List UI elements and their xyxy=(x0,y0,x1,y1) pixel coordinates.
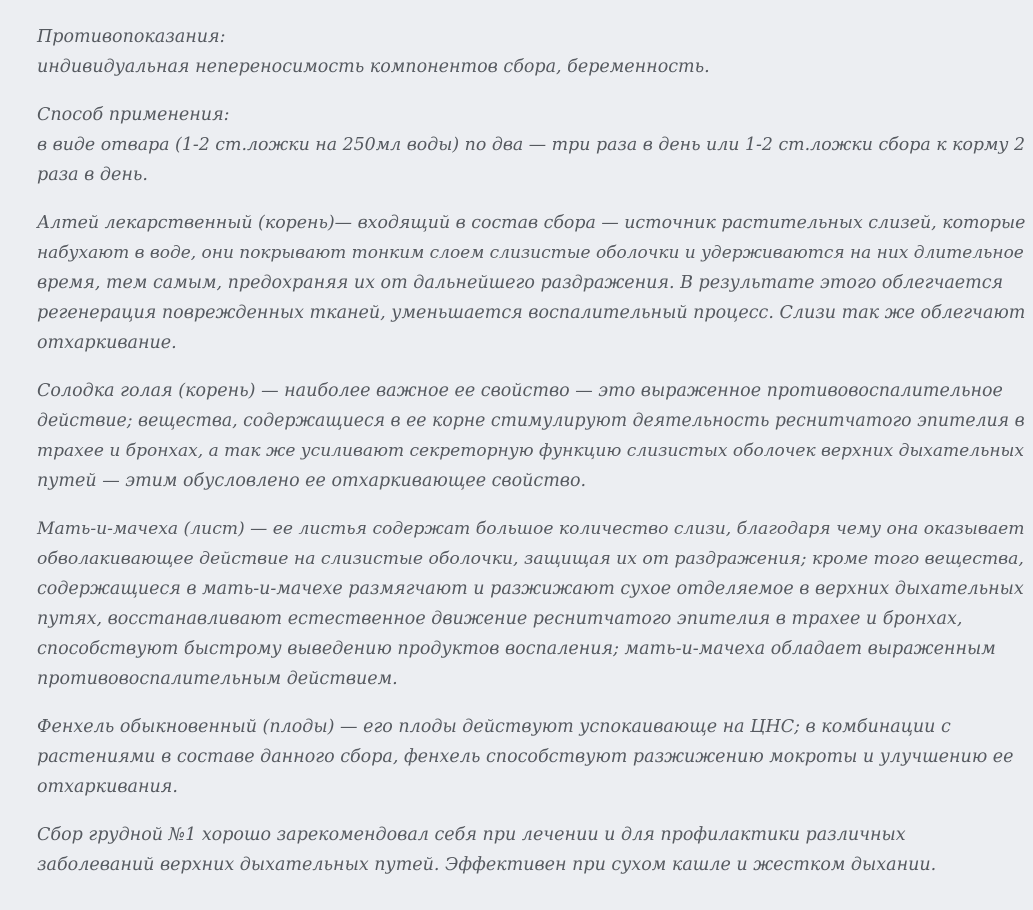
text-line: противовоспалительным действием. xyxy=(37,669,398,689)
text-line: заболеваний верхних дыхательных путей. Эффективен при сухом кашле и жестком дыхании. xyxy=(37,855,937,875)
text-line: регенерация поврежденных тканей, уменьшается воспалительный процесс. Слизи так же облегчают xyxy=(37,303,1026,323)
text-line: содержащиеся в мать-и-мачехе размягчают и разжижают сухое отделяемое в верхних дыхательных xyxy=(37,579,1024,599)
text-line: Мать-и-мачеха (лист) — ее листья содержат большое количество слизи, благодаря чему она оказывает xyxy=(37,519,1025,539)
text-line: раза в день. xyxy=(37,165,148,185)
paragraph-summary xyxy=(37,820,997,880)
text-line: Способ применения: xyxy=(37,105,230,125)
text-line: в виде отвара (1-2 ст.ложки на 250мл воды) по два — три раза в день или 1-2 ст.ложки сбора к корму 2 xyxy=(37,135,1026,155)
paragraph-fennel xyxy=(37,712,1014,802)
paragraph-althaea xyxy=(37,208,1026,358)
text-line: отхаркивание. xyxy=(37,333,177,353)
text-line: путей — этим обусловлено ее отхаркивающее свойство. xyxy=(37,471,587,491)
paragraph-coltsfoot xyxy=(37,514,1025,694)
text-line: Солодка голая (корень) — наиболее важное ее свойство — это выраженное противовоспалительное xyxy=(37,381,1003,401)
article-body xyxy=(37,22,1026,898)
text-line: растениями в составе данного сбора, фенхель способствуют разжижению мокроты и улучшению ее xyxy=(37,747,1014,767)
text-line: обволакивающее действие на слизистые оболочки, защищая их от раздражения; кроме того вещества, xyxy=(37,549,1024,569)
text-line: Сбор грудной №1 хорошо зарекомендовал себя при лечении и для профилактики различных xyxy=(37,825,906,845)
text-line: индивидуальная непереносимость компонентов сбора, беременность. xyxy=(37,57,710,77)
text-line: способствуют быстрому выведению продуктов воспаления; мать-и-мачеха обладает выраженным xyxy=(37,639,996,659)
text-line: Фенхель обыкновенный (плоды) — его плоды действуют успокаивающе на ЦНС; в комбинации с xyxy=(37,717,951,737)
text-line: Алтей лекарственный (корень)— входящий в состав сбора — источник растительных слизей, которые xyxy=(37,213,1026,233)
text-line: время, тем самым, предохраняя их от дальнейшего раздражения. В результате этого облегчается xyxy=(37,273,1004,293)
paragraph-usage xyxy=(37,100,1026,190)
text-line: отхаркивания. xyxy=(37,777,178,797)
paragraph-licorice xyxy=(37,376,1025,496)
paragraph-contraindications xyxy=(37,22,997,82)
text-line: трахее и бронхах, а так же усиливают секреторную функцию слизистых оболочек верхних дыхательных xyxy=(37,441,1025,461)
text-line: Противопоказания: xyxy=(37,27,226,47)
text-line: путях, восстанавливают естественное движение реснитчатого эпителия в трахее и бронхах, xyxy=(37,609,963,629)
text-line: действие; вещества, содержащиеся в ее корне стимулируют деятельность реснитчатого эпителия в xyxy=(37,411,1025,431)
text-line: набухают в воде, они покрывают тонким слоем слизистые оболочки и удерживаются на них длительное xyxy=(37,243,1024,263)
